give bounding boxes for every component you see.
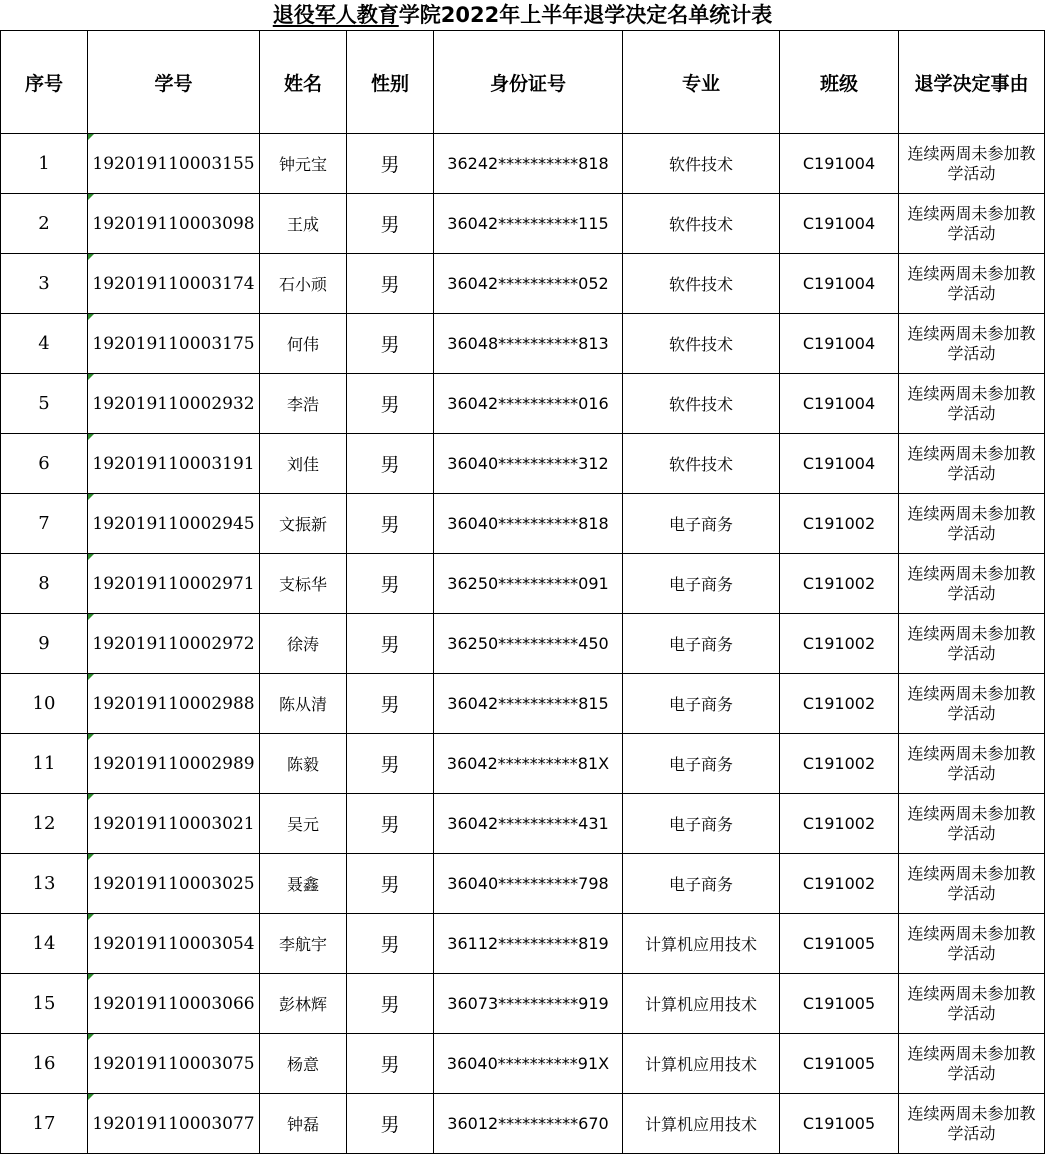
- header-cell[interactable]: 学号: [88, 31, 260, 134]
- table-row: [1, 914, 1045, 974]
- header-cell[interactable]: 退学决定事由: [899, 31, 1045, 134]
- cell-gender[interactable]: 男: [347, 374, 434, 434]
- cell-reason[interactable]: 连续两周未参加教学活动: [899, 314, 1045, 374]
- cell-gender[interactable]: 男: [347, 434, 434, 494]
- cell-major[interactable]: 电子商务: [623, 674, 780, 734]
- cell-serial[interactable]: 4: [1, 314, 88, 374]
- cell-reason[interactable]: 连续两周未参加教学活动: [899, 854, 1045, 914]
- cell-reason[interactable]: 连续两周未参加教学活动: [899, 434, 1045, 494]
- cell-major[interactable]: 计算机应用技术: [623, 974, 780, 1034]
- header-cell[interactable]: 专业: [623, 31, 780, 134]
- cell-major[interactable]: 电子商务: [623, 854, 780, 914]
- header-cell[interactable]: 身份证号: [434, 31, 623, 134]
- cell-serial[interactable]: 15: [1, 974, 88, 1034]
- cell-name[interactable]: 杨意: [260, 1034, 347, 1094]
- cell-gender[interactable]: 男: [347, 194, 434, 254]
- cell-id-card[interactable]: 36040**********798: [434, 854, 623, 914]
- cell-class[interactable]: C191002: [780, 614, 899, 674]
- cell-reason[interactable]: 连续两周未参加教学活动: [899, 554, 1045, 614]
- cell-gender[interactable]: 男: [347, 674, 434, 734]
- cell-class[interactable]: C191004: [780, 194, 899, 254]
- cell-major[interactable]: 电子商务: [623, 794, 780, 854]
- cell-id-card[interactable]: 36040**********818: [434, 494, 623, 554]
- cell-reason[interactable]: 连续两周未参加教学活动: [899, 974, 1045, 1034]
- cell-student-id[interactable]: 192019110003066: [88, 974, 260, 1034]
- cell-student-id[interactable]: 192019110003021: [88, 794, 260, 854]
- cell-reason[interactable]: 连续两周未参加教学活动: [899, 914, 1045, 974]
- cell-serial[interactable]: 8: [1, 554, 88, 614]
- cell-id-card[interactable]: 36250**********091: [434, 554, 623, 614]
- table-row: [1, 674, 1045, 734]
- cell-class[interactable]: C191004: [780, 434, 899, 494]
- table-row: [1, 1094, 1045, 1154]
- cell-class[interactable]: C191002: [780, 674, 899, 734]
- cell-student-id[interactable]: 192019110003155: [88, 134, 260, 194]
- cell-reason[interactable]: 连续两周未参加教学活动: [899, 134, 1045, 194]
- cell-student-id[interactable]: 192019110003174: [88, 254, 260, 314]
- cell-class[interactable]: C191004: [780, 134, 899, 194]
- cell-student-id[interactable]: 192019110003025: [88, 854, 260, 914]
- cell-name[interactable]: 彭林辉: [260, 974, 347, 1034]
- cell-gender[interactable]: 男: [347, 794, 434, 854]
- cell-serial[interactable]: 2: [1, 194, 88, 254]
- cell-name[interactable]: 支标华: [260, 554, 347, 614]
- title-prefix: 退役军人教育: [272, 3, 399, 27]
- cell-serial[interactable]: 17: [1, 1094, 88, 1154]
- table-row: [1, 974, 1045, 1034]
- cell-reason[interactable]: 连续两周未参加教学活动: [899, 614, 1045, 674]
- cell-student-id[interactable]: 192019110003191: [88, 434, 260, 494]
- cell-class[interactable]: C191005: [780, 1034, 899, 1094]
- cell-reason[interactable]: 连续两周未参加教学活动: [899, 674, 1045, 734]
- cell-class[interactable]: C191004: [780, 374, 899, 434]
- cell-name[interactable]: 徐涛: [260, 614, 347, 674]
- cell-class[interactable]: C191005: [780, 914, 899, 974]
- cell-major[interactable]: 电子商务: [623, 554, 780, 614]
- header-row: [1, 31, 1045, 134]
- cell-name[interactable]: 陈从清: [260, 674, 347, 734]
- cell-class[interactable]: C191005: [780, 1094, 899, 1154]
- cell-id-card[interactable]: 36112**********819: [434, 914, 623, 974]
- table-row: [1, 734, 1045, 794]
- cell-major[interactable]: 计算机应用技术: [623, 1094, 780, 1154]
- cell-id-card[interactable]: 36042**********431: [434, 794, 623, 854]
- cell-student-id[interactable]: 192019110002971: [88, 554, 260, 614]
- cell-class[interactable]: C191002: [780, 794, 899, 854]
- cell-id-card[interactable]: 36042**********815: [434, 674, 623, 734]
- cell-id-card[interactable]: 36242**********818: [434, 134, 623, 194]
- cell-id-card[interactable]: 36040**********312: [434, 434, 623, 494]
- cell-student-id[interactable]: 192019110002945: [88, 494, 260, 554]
- cell-serial[interactable]: 16: [1, 1034, 88, 1094]
- cell-class[interactable]: C191004: [780, 254, 899, 314]
- cell-reason[interactable]: 连续两周未参加教学活动: [899, 494, 1045, 554]
- cell-class[interactable]: C191002: [780, 734, 899, 794]
- cell-major[interactable]: 软件技术: [623, 194, 780, 254]
- cell-serial[interactable]: 13: [1, 854, 88, 914]
- table-row: [1, 1034, 1045, 1094]
- cell-serial[interactable]: 12: [1, 794, 88, 854]
- cell-student-id[interactable]: 192019110002972: [88, 614, 260, 674]
- cell-id-card[interactable]: 36042**********052: [434, 254, 623, 314]
- cell-serial[interactable]: 7: [1, 494, 88, 554]
- cell-serial[interactable]: 3: [1, 254, 88, 314]
- cell-serial[interactable]: 9: [1, 614, 88, 674]
- cell-serial[interactable]: 1: [1, 134, 88, 194]
- cell-student-id[interactable]: 192019110002932: [88, 374, 260, 434]
- cell-gender[interactable]: 男: [347, 1094, 434, 1154]
- cell-major[interactable]: 软件技术: [623, 254, 780, 314]
- cell-class[interactable]: C191004: [780, 314, 899, 374]
- cell-name[interactable]: 吴元: [260, 794, 347, 854]
- table-row: [1, 194, 1045, 254]
- table-row: [1, 494, 1045, 554]
- table-row: [1, 134, 1045, 194]
- cell-gender[interactable]: 男: [347, 314, 434, 374]
- header-cell[interactable]: 序号: [1, 31, 88, 134]
- cell-major[interactable]: 软件技术: [623, 434, 780, 494]
- cell-gender[interactable]: 男: [347, 554, 434, 614]
- cell-student-id[interactable]: 192019110003075: [88, 1034, 260, 1094]
- table-body: [1, 134, 1045, 1154]
- cell-major[interactable]: 软件技术: [623, 134, 780, 194]
- cell-name[interactable]: 何伟: [260, 314, 347, 374]
- cell-name[interactable]: 钟磊: [260, 1094, 347, 1154]
- cell-gender[interactable]: 男: [347, 614, 434, 674]
- cell-serial[interactable]: 6: [1, 434, 88, 494]
- table-row: [1, 554, 1045, 614]
- cell-class[interactable]: C191005: [780, 974, 899, 1034]
- cell-major[interactable]: 软件技术: [623, 374, 780, 434]
- cell-student-id[interactable]: 192019110003098: [88, 194, 260, 254]
- cell-student-id[interactable]: 192019110003175: [88, 314, 260, 374]
- cell-major[interactable]: 电子商务: [623, 614, 780, 674]
- table-row: [1, 854, 1045, 914]
- cell-id-card[interactable]: 36040**********91X: [434, 1034, 623, 1094]
- cell-student-id[interactable]: 192019110003077: [88, 1094, 260, 1154]
- cell-serial[interactable]: 14: [1, 914, 88, 974]
- table-row: [1, 374, 1045, 434]
- cell-name[interactable]: 李航宇: [260, 914, 347, 974]
- cell-name[interactable]: 聂鑫: [260, 854, 347, 914]
- cell-serial[interactable]: 10: [1, 674, 88, 734]
- cell-major[interactable]: 软件技术: [623, 314, 780, 374]
- cell-class[interactable]: C191002: [780, 494, 899, 554]
- cell-gender[interactable]: 男: [347, 1034, 434, 1094]
- cell-reason[interactable]: 连续两周未参加教学活动: [899, 794, 1045, 854]
- cell-major[interactable]: 计算机应用技术: [623, 1034, 780, 1094]
- header-cell[interactable]: 姓名: [260, 31, 347, 134]
- cell-id-card[interactable]: 36250**********450: [434, 614, 623, 674]
- cell-gender[interactable]: 男: [347, 134, 434, 194]
- cell-id-card[interactable]: 36042**********115: [434, 194, 623, 254]
- table-row: [1, 314, 1045, 374]
- cell-reason[interactable]: 连续两周未参加教学活动: [899, 194, 1045, 254]
- header-cell[interactable]: 班级: [780, 31, 899, 134]
- cell-name[interactable]: 陈毅: [260, 734, 347, 794]
- cell-student-id[interactable]: 192019110002989: [88, 734, 260, 794]
- header-cell[interactable]: 性别: [347, 31, 434, 134]
- cell-student-id[interactable]: 192019110003054: [88, 914, 260, 974]
- cell-id-card[interactable]: 36042**********81X: [434, 734, 623, 794]
- cell-name[interactable]: 石小顽: [260, 254, 347, 314]
- title-suffix: 学院2022年上半年退学决定名单统计表: [398, 3, 773, 27]
- withdrawal-table: [0, 30, 1045, 1154]
- cell-name[interactable]: 刘佳: [260, 434, 347, 494]
- cell-id-card[interactable]: 36073**********919: [434, 974, 623, 1034]
- cell-gender[interactable]: 男: [347, 974, 434, 1034]
- cell-reason[interactable]: 连续两周未参加教学活动: [899, 1094, 1045, 1154]
- table-row: [1, 794, 1045, 854]
- cell-major[interactable]: 电子商务: [623, 734, 780, 794]
- page-title: [0, 0, 1045, 30]
- table-row: [1, 614, 1045, 674]
- table-row: [1, 254, 1045, 314]
- cell-class[interactable]: C191002: [780, 554, 899, 614]
- cell-major[interactable]: 电子商务: [623, 494, 780, 554]
- cell-reason[interactable]: 连续两周未参加教学活动: [899, 734, 1045, 794]
- cell-gender[interactable]: 男: [347, 854, 434, 914]
- cell-gender[interactable]: 男: [347, 254, 434, 314]
- cell-reason[interactable]: 连续两周未参加教学活动: [899, 1034, 1045, 1094]
- cell-name[interactable]: 文振新: [260, 494, 347, 554]
- cell-serial[interactable]: 5: [1, 374, 88, 434]
- cell-reason[interactable]: 连续两周未参加教学活动: [899, 254, 1045, 314]
- cell-student-id[interactable]: 192019110002988: [88, 674, 260, 734]
- cell-class[interactable]: C191002: [780, 854, 899, 914]
- table-row: [1, 434, 1045, 494]
- cell-name[interactable]: 王成: [260, 194, 347, 254]
- cell-major[interactable]: 计算机应用技术: [623, 914, 780, 974]
- cell-gender[interactable]: 男: [347, 494, 434, 554]
- cell-id-card[interactable]: 36042**********016: [434, 374, 623, 434]
- cell-reason[interactable]: 连续两周未参加教学活动: [899, 374, 1045, 434]
- cell-name[interactable]: 李浩: [260, 374, 347, 434]
- cell-name[interactable]: 钟元宝: [260, 134, 347, 194]
- cell-gender[interactable]: 男: [347, 914, 434, 974]
- cell-id-card[interactable]: 36048**********813: [434, 314, 623, 374]
- cell-gender[interactable]: 男: [347, 734, 434, 794]
- cell-serial[interactable]: 11: [1, 734, 88, 794]
- cell-id-card[interactable]: 36012**********670: [434, 1094, 623, 1154]
